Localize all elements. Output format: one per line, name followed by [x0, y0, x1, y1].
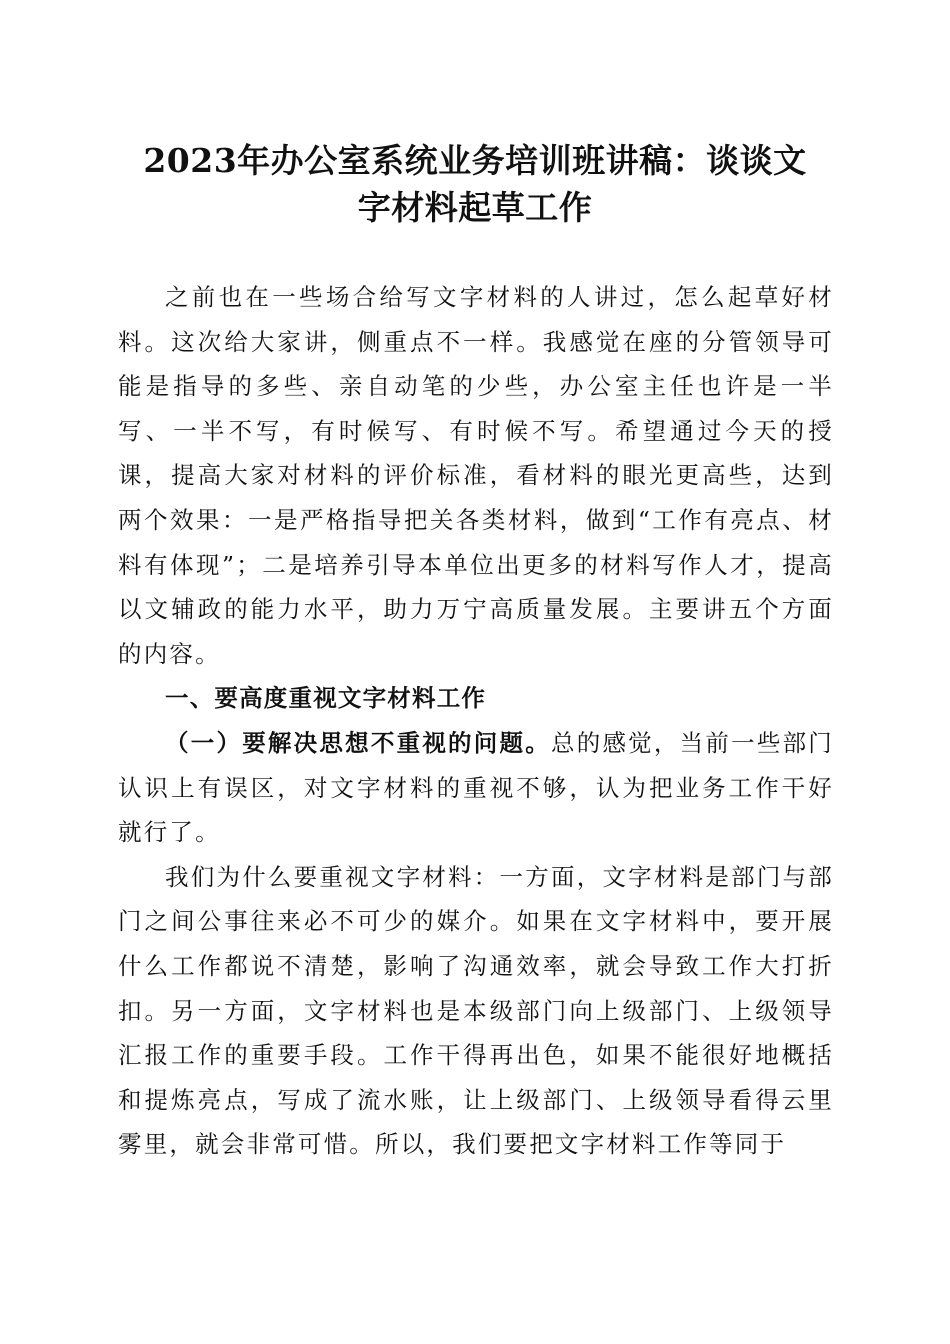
title-line-1: 2023年办公室系统业务培训班讲稿：谈谈文 [143, 141, 807, 180]
section-heading-1: 一、要高度重视文字材料工作 [165, 684, 487, 713]
subsection-lead: （一）要解决思想不重视的问题。 [165, 728, 551, 757]
subsection-text: 总的感觉，当前一些部门认识上有误区，对文字材料的重视不够，认为把业务工作干好就行了。 [118, 728, 835, 847]
intro-paragraph: 之前也在一些场合给写文字材料的人讲过，怎么起草好材料。这次给大家讲，侧重点不一样。我感觉在座的分管领导可能是指导的多些、亲自动笔的少些，办公室主任也许是一半写、一半不写，有时候写、有时候不写。希望通过今天的授课，提高大家对材料的评价标准，看材料的眼光更高些，达到两个效果：一是严格指导把关各类材料，做到“工作有亮点、材料有体现”；二是培养引导本单位出更多的材料写作人才，提高以文辅政的能力水平，助力万宁高质量发展。主要讲五个方面的内容。 [118, 283, 834, 668]
title-line-2: 字材料起草工作 [357, 188, 593, 227]
document-title [110, 137, 840, 231]
why-important-paragraph: 我们为什么要重视文字材料：一方面，文字材料是部门与部门之间公事往来必不可少的媒介。如果在文字材料中，要开展什么工作都说不清楚，影响了沟通效率，就会导致工作大打折扣。另一方面，文字材料也是本级部门向上级部门、上级领导汇报工作的重要手段。工作干得再出色，如果不能很好地概括和提炼亮点，写成了流水账，让上级部门、上级领导看得云里雾里，就会非常可惜。所以，我们要把文字材料工作等同于 [118, 862, 834, 1159]
subsection-paragraph-1 [118, 721, 834, 855]
document-body [118, 275, 834, 1167]
